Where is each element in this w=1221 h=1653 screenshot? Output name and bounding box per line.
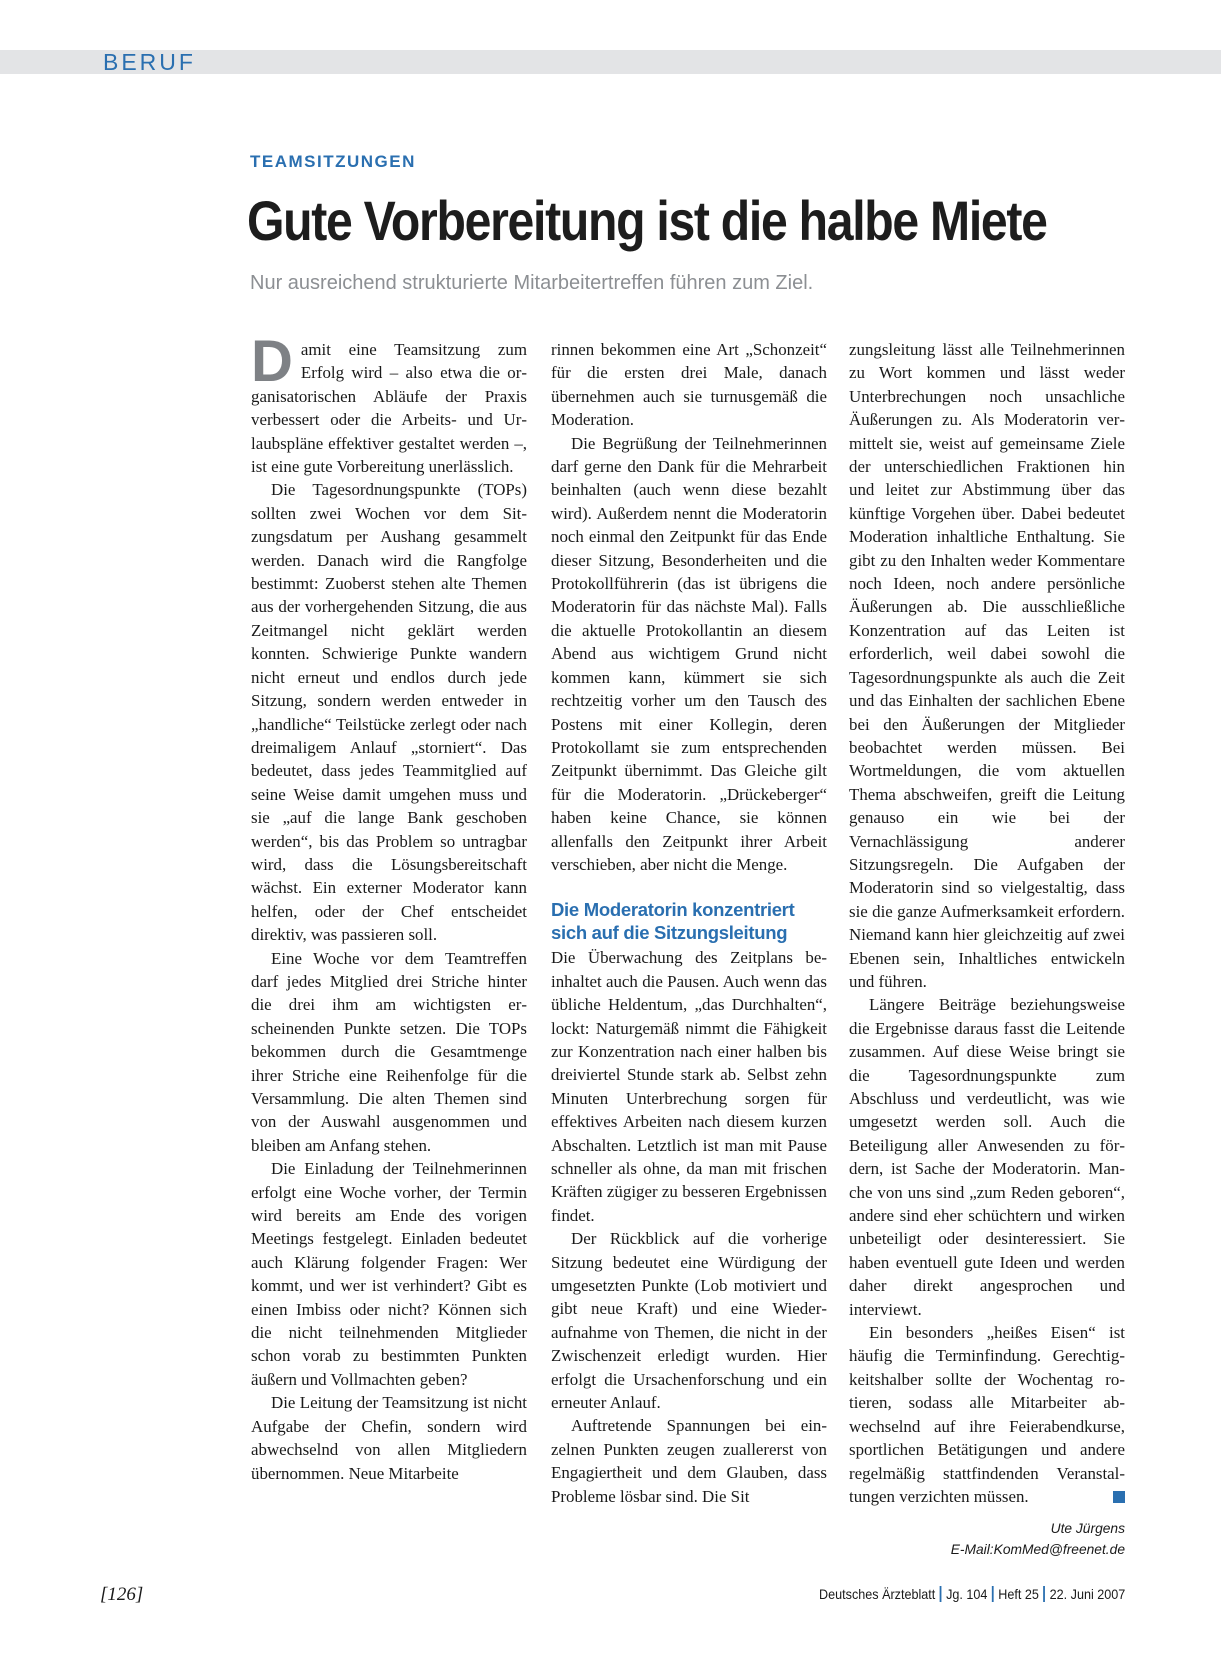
paragraph: Eine Woche vor dem Teamtreffen darf jedes Mitglied drei Striche hinter die drei ihm am wichtigsten erscheinenden Punkte setzen. Die TOPs bekommen durch die Gesamtmenge ihrer Striche eine Reihenfolge für die Versammlung. Die alten Themen sind von der Auswahl ausgenommen und bleiben am Anfang stehen. <box>251 948 527 1155</box>
paragraph: Der Rückblick auf die vorherige Sitzung bedeutet eine Würdigung der umgesetzten Punkte (Lob motiviert und gibt neue Kraft) und eine Wiederaufnahme von Themen, die nicht in der Zwischenzeit erledigt wurden. Hier erfolgt die Ursachenforschung und ein erneuter Anlauf. <box>551 1229 827 1413</box>
author-email: E-Mail:KomMed@freenet.de <box>950 1542 1125 1557</box>
page-number: [126] <box>100 1584 144 1605</box>
journal-date: 22. Juni 2007 <box>1049 1586 1125 1602</box>
paragraph: Die Begrüßung der Teilnehmerinnen darf gerne den Dank für die Mehrarbeit beinhalten (auch wenn diese bezahlt wird). Außerdem nennt die Moderatorin noch einmal den Zeitpunkt für das Ende dieser Sitzung, Besonderheiten und die Protokollführerin (das ist übrigens die Moderatorin für das nächste Mal). Falls die aktuelle Protokollantin an diesem Abend aus wichtigem Grund nicht kommen kann, kümmert sie sich rechtzeitig vorher um den Tausch des Postens mit einer Kollegin, deren Protokollamt sie zum entsprechenden Zeitpunkt übernimmt. Das Gleiche gilt für die Moderatorin. „Drückeberger“ haben keine Chance, sie können allenfalls den Zeitpunkt ihrer Arbeit verschieben, aber nicht die Menge. <box>551 433 827 874</box>
section-subheading: Die Moderatorin konzentriert sich auf die Sitzungsleitung <box>551 899 795 944</box>
journal-volume: Jg. 104 <box>945 1586 988 1602</box>
end-mark-icon <box>1113 1491 1125 1503</box>
paragraph: zungsleitung lässt alle Teilnehmerinnen zu Wort kommen und lässt weder Unterbrechungen noch unsachliche Äußerungen zu. Als Moderatorin vermittelt sie, weist auf gemeinsame Ziele der unterschiedlichen Fraktionen hin und leitet zur Abstimmung über das künftige Vorgehen über. Dabei bedeutet Moderation inhaltliche Enthaltung. Sie gibt zu den Inhalten weder Kommentare noch Ideen, noch andere persönliche Äußerungen ab. Die ausschließliche Konzentration auf das Leiten ist erforderlich, weil dabei sowohl die Tagesordnungspunkte als auch die Zeit und das Einhalten der sachlichen Ebene bei den Äußerungen der Mitglieder beobachtet werden müssen. Bei Wortmeldungen, die vom aktuellen Thema abschweifen, greift die Leitung genauso ein wie bei der Vernachlässigung anderer Sitzungsregeln. Die Aufgaben der Moderatorin sind so vielgestaltig, dass sie die ganze Aufmerksamkeit erfordern. Niemand kann hier gleichzeitig auf zwei Ebenen sein, Inhaltliches entwickeln und führen. <box>849 340 1125 991</box>
paragraph: Die Überwachung des Zeitplans beinhaltet auch die Pausen. Auch wenn das übliche Heldentum, „das Durchhalten“, lockt: Naturgemäß nimmt die Fähigkeit zur Konzentration nach einer halben bis dreiviertel Stunde stark ab. Selbst zehn Minuten Unterbrechung sorgen für effektives Arbeiten nach diesem kurzen Abschalten. Letztlich ist man mit Pause schneller als ohne, da man mit frischen Kräften zügiger zu besseren Ergebnissen findet. <box>551 948 827 1225</box>
paragraph: Längere Beiträge beziehungsweise die Ergebnisse daraus fasst die Leitende zusammen. Auf diese Weise bringt sie die Tagesordnungspunkte zum Abschluss und verdeutlicht, was wie umgesetzt werden soll. Auch die Beteiligung aller Anwesenden zu fördern, ist Sache der Moderatorin. Manche von uns sind „zum Reden geboren“, andere sind eher schüchtern und wirken unbeteiligt oder desinteressiert. Sie haben eventuell gute Ideen und werden daher direkt angesprochen und interviewt. <box>849 995 1125 1319</box>
paragraph: Auftretende Spannungen bei einzelnen Punkten zeugen zuallererst von Engagiertheit und dem Glauben, dass Probleme lösbar sind. Die Sit <box>551 1416 827 1506</box>
byline <box>849 1518 1125 1560</box>
author-name: Ute Jürgens <box>1050 1521 1125 1536</box>
column-3 <box>849 338 1125 1508</box>
paragraph <box>251 329 527 478</box>
journal-name: Deutsches Ärzteblatt <box>818 1586 935 1602</box>
paragraph: Die Einladung der Teilnehmerinnen erfolgt eine Woche vorher, der Termin wird bereits am Ende des vorigen Meetings festgelegt. Einladen bedeutet auch Klärung folgender Fragen: Wer kommt, und wer ist verhindert? Gibt es einen Imbiss oder nicht? Können sich die nicht teilnehmenden Mitglieder schon vorab zu bestimmten Punkten äußern und Vollmachten geben? <box>251 1159 527 1389</box>
paragraph: Die Tagesordnungspunkte (TOPs) sollten zwei Wochen vor dem Sitzungsdatum per Aushang gesammelt werden. Danach wird die Rangfolge bestimmt: Zuoberst stehen alte Themen aus der vorhergehenden Sitzung, die aus Zeitmangel nicht geklärt werden konnten. Schwierige Punkte wandern nicht erneut und endlos durch jede Sitzung, sondern werden entweder in „handliche“ Teilstücke zerlegt oder nach dreimaligem Anlauf „storniert“. Das bedeutet, dass jedes Teammitglied auf seine Weise damit umgehen muss und sie „auf die lange Bank geschoben werden“, bis das Problem so untragbar wird, dass die Lösungsbereitschaft wächst. Ein externer Moderator kann helfen, oder der Chef entscheidet direktiv, was passieren soll. <box>251 480 527 945</box>
article-kicker: TEAMSITZUNGEN <box>250 152 416 171</box>
paragraph <box>849 1321 1125 1508</box>
footer-separator <box>1043 1586 1045 1602</box>
footer-separator <box>992 1586 994 1602</box>
article-subtitle: Nur ausreichend strukturierte Mitarbeitertreffen führen zum Ziel. <box>250 272 814 294</box>
paragraph-text: Ein besonders „heißes Eisen“ ist häufig die Terminfindung. Gerechtigkeitshalber sollte der Wochentag rotieren, sodass alle Mitarbeiter abwechselnd auf ihre Feierabendkurse, sportlichen Betätigungen und andere regelmäßig stattfindenden Veranstaltungen verzichten müssen. <box>849 1323 1125 1506</box>
paragraph: rinnen bekommen eine Art „Schonzeit“ für die ersten drei Male, danach übernehmen auch sie turnusgemäß die Moderation. <box>551 340 827 430</box>
journal-footer <box>819 1586 1125 1602</box>
column-1 <box>251 329 527 1485</box>
column-2 <box>551 338 827 1508</box>
section-label: BERUF <box>103 49 196 75</box>
drop-cap: D <box>251 329 293 394</box>
article-title: Gute Vorbereitung ist die halbe Miete <box>247 189 1047 252</box>
journal-issue: Heft 25 <box>997 1586 1039 1602</box>
paragraph-text: amit eine Teamsitzung zum Erfolg wird – also etwa die organisatorischen Abläufe der Praxis verbessert oder die Arbeits- und Urlaubspläne effektiver gestaltet werden –, ist eine gute Vorbereitung unerlässlich. <box>251 340 527 477</box>
footer-separator <box>939 1586 941 1602</box>
paragraph: Die Leitung der Teamsitzung ist nicht Aufgabe der Chefin, sondern wird abwechselnd von allen Mitgliedern übernommen. Neue Mitarbeite <box>251 1393 527 1483</box>
